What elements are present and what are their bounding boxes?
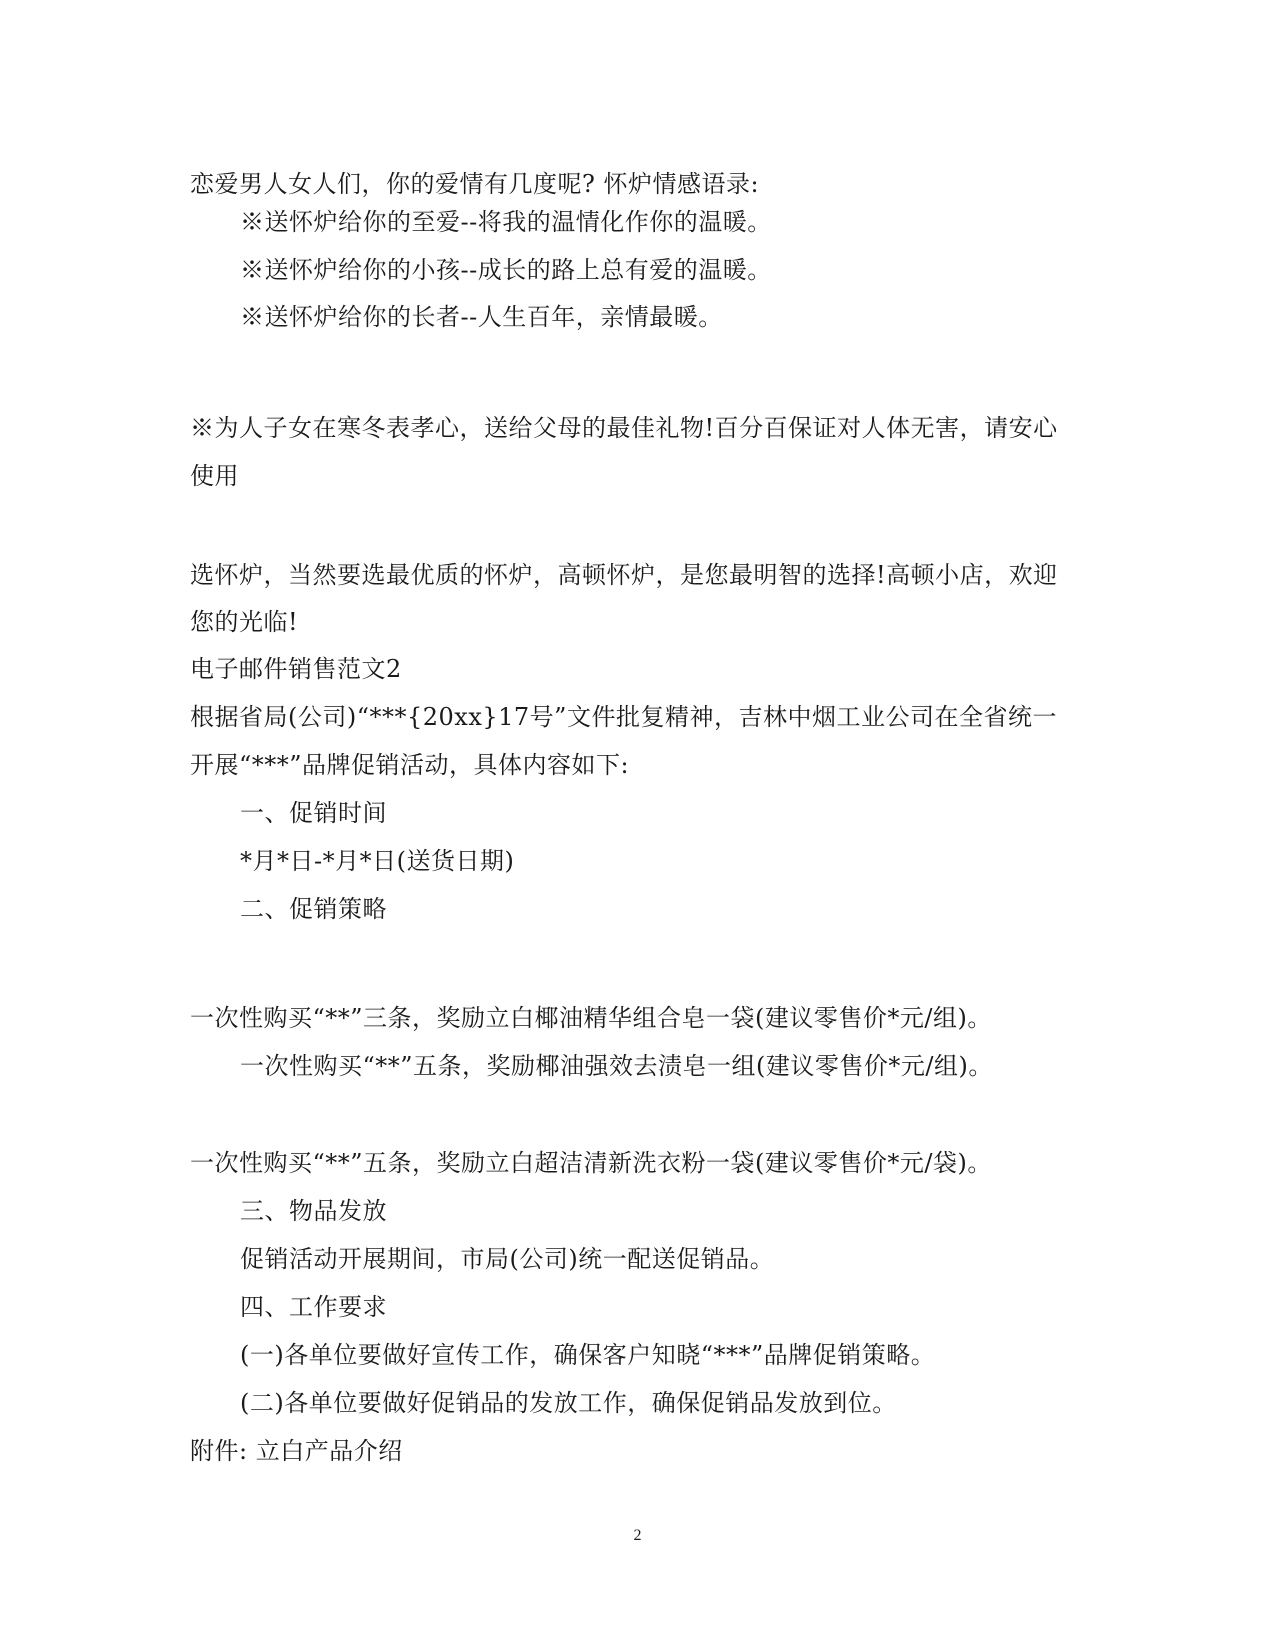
text-line: 促销活动开展期间，市局(公司)统一配送促销品。 <box>240 1245 775 1273</box>
text-line: 您的光临! <box>190 608 299 636</box>
text-line: 开展“***”品牌促销活动，具体内容如下: <box>190 751 630 779</box>
text-line: 一次性购买“**”三条，奖励立白椰油精华组合皂一袋(建议零售价*元/组)。 <box>190 1004 992 1032</box>
text-line: ※为人子女在寒冬表孝心，送给父母的最佳礼物!百分百保证对人体无害，请安心 <box>190 414 1058 442</box>
text-line: 使用 <box>190 462 239 490</box>
subsection-heading: 一、促销时间 <box>240 799 387 827</box>
text-line: ※送怀炉给你的小孩--成长的路上总有爱的温暖。 <box>240 256 772 284</box>
attachment-line: 附件: 立白产品介绍 <box>190 1437 403 1465</box>
subsection-heading: 四、工作要求 <box>240 1293 387 1321</box>
page-number: 2 <box>633 1527 642 1544</box>
text-line: *月*日-*月*日(送货日期) <box>240 847 515 875</box>
text-line: 选怀炉，当然要选最优质的怀炉，高顿怀炉，是您最明智的选择!高顿小店，欢迎 <box>190 561 1058 589</box>
text-line: 恋爱男人女人们，你的爱情有几度呢? 怀炉情感语录: <box>190 170 760 198</box>
section-heading: 电子邮件销售范文2 <box>190 655 402 683</box>
text-line: (二)各单位要做好促销品的发放工作，确保促销品发放到位。 <box>240 1389 897 1417</box>
text-line: ※送怀炉给你的至爱--将我的温情化作你的温暖。 <box>240 208 772 236</box>
text-line: 一次性购买“**”五条，奖励立白超洁清新洗衣粉一袋(建议零售价*元/袋)。 <box>190 1149 992 1177</box>
text-line: ※送怀炉给你的长者--人生百年，亲情最暖。 <box>240 303 723 331</box>
subsection-heading: 三、物品发放 <box>240 1197 387 1225</box>
subsection-heading: 二、促销策略 <box>240 895 387 923</box>
text-line: 根据省局(公司)“***{20xx}17号”文件批复精神，吉林中烟工业公司在全省统一 <box>190 703 1057 731</box>
text-line: 一次性购买“**”五条，奖励椰油强效去渍皂一组(建议零售价*元/组)。 <box>240 1052 993 1080</box>
text-line: (一)各单位要做好宣传工作，确保客户知晓“***”品牌促销策略。 <box>240 1341 936 1369</box>
